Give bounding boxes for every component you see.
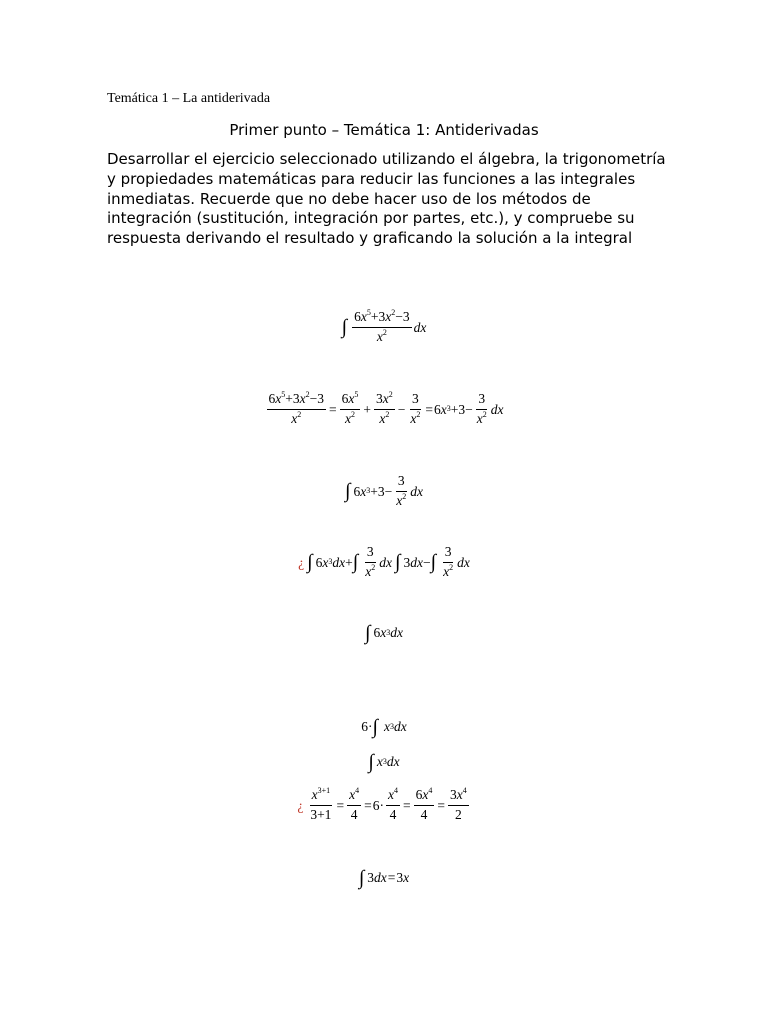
equation-2: $\frac{6x^5+3x^2-3}{x^2}$ = $\frac{6x^5}{x^2}$ + $\frac{3x^2}{x^2}$ − $\frac{3}{x^2}$ = 6 x 3 +3− $\frac{3}{x^2}$ dx (268, 390, 504, 426)
equation-3: ∫ 6 x 3 +3− $\frac{3}{x^2}$ dx (345, 473, 423, 508)
equation-8: ¿ $\frac{x^{3+1}}{3+1}$ = $\frac{x^4}{4}$ = 6· $\frac{x^4}{4}$ = $\frac{6x^4}{4}$ = $\frac{3x^4}{2}$ (297, 786, 467, 822)
equation-1: ∫ $\frac{6x^5+3x^2-3}{x^2}$ dx (341, 308, 427, 344)
instructions-paragraph: Desarrollar el ejercicio seleccionado utilizando el álgebra, la trigonometría y propiedades matemáticas para reducir las funciones a las integrales inmediatas. Recuerde que no debe hacer uso de los métodos de integración (sustitución, integración por partes, etc.), y compruebe su respuesta derivando el resultado y graficando la solución a la integral (107, 150, 666, 248)
inverted-question-mark: ¿ (298, 554, 305, 570)
equation-6: 6· ∫ x 3 dx (361, 716, 407, 738)
document-header: Temática 1 – La antiderivada (107, 91, 271, 106)
equation-5: ∫ 6 x 3 dx (365, 622, 403, 644)
equation-7: ∫ x 3 dx (368, 751, 400, 773)
section-title: Primer punto – Temática 1: Antiderivadas (229, 121, 539, 139)
equation-4: ¿ ∫ 6 x 3 dx + ∫ $\frac{3}{x^2}$ dx ∫ 3 dx − ∫ $\frac{3}{x^2}$ dx (298, 544, 470, 579)
inverted-question-mark: ¿ (297, 797, 304, 813)
equation-9: ∫ 3 dx = 3 x (358, 867, 410, 889)
